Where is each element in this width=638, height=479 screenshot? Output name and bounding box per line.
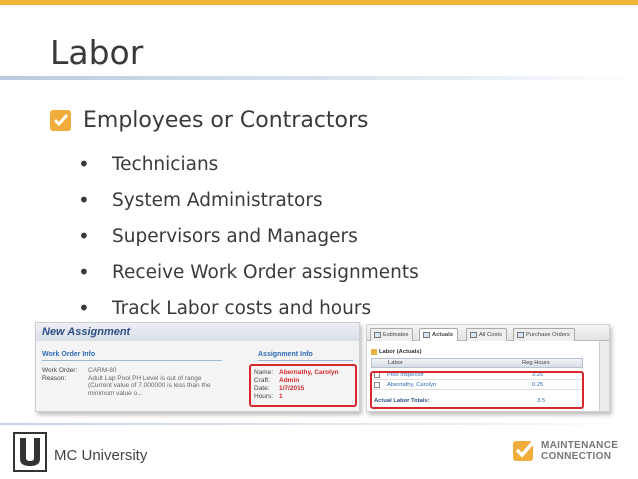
list-item-text: Track Labor costs and hours xyxy=(112,297,372,319)
tab-label: All Costs xyxy=(479,332,502,338)
sub-bullet-list xyxy=(78,146,419,326)
section-divider xyxy=(42,360,222,361)
hours-value: 1 xyxy=(279,393,283,400)
assignment-info-heading: Assignment Info xyxy=(258,351,313,358)
bullet-icon: • xyxy=(78,224,90,248)
checkbox-icon xyxy=(50,110,71,131)
tab-label: Estimates xyxy=(383,332,409,338)
name-value: Abernathy, Carolyn xyxy=(279,369,339,376)
tab-label: Actuals xyxy=(432,332,453,338)
list-item xyxy=(78,290,419,326)
total-value: 3.5 xyxy=(537,398,546,404)
tab-all-costs[interactable] xyxy=(466,328,507,341)
actuals-icon xyxy=(423,332,430,338)
highlight-box xyxy=(370,371,584,409)
brand-line-1: MAINTENANCE xyxy=(541,439,619,451)
check-logo-icon xyxy=(512,438,537,463)
bullet-icon: • xyxy=(78,296,90,320)
reason-value: Adult Lap Pool PH Level is out of range (Current value of 7.000000 is less than the minimum value o... xyxy=(88,375,211,397)
labor-name-link[interactable]: Abernathy, Carolyn xyxy=(387,382,437,388)
col-reg-hours-header[interactable]: Reg Hours xyxy=(522,360,550,366)
hours-label: Hours: xyxy=(254,393,274,400)
university-u-logo xyxy=(13,432,47,477)
scrollbar[interactable] xyxy=(599,341,609,412)
brand-text xyxy=(541,440,618,462)
tab-actuals[interactable] xyxy=(419,328,458,341)
list-item-text: Supervisors and Managers xyxy=(112,225,358,247)
main-bullet-text: Employees or Contractors xyxy=(83,108,369,133)
footer-divider xyxy=(0,423,638,425)
tab-content xyxy=(367,341,609,412)
list-item-text: Receive Work Order assignments xyxy=(112,261,419,283)
maintenance-connection-logo xyxy=(512,438,618,463)
reason-label: Reason: xyxy=(42,375,67,382)
section-divider xyxy=(258,360,353,361)
new-assignment-header xyxy=(36,323,359,341)
labor-section-title: Labor (Actuals) xyxy=(379,349,422,355)
work-order-label: Work Order: xyxy=(42,367,78,374)
bullet-icon: • xyxy=(78,260,90,284)
list-item xyxy=(78,218,419,254)
brand-line-2: CONNECTION xyxy=(541,450,612,462)
labor-icon xyxy=(371,349,377,355)
craft-value: Admin xyxy=(279,377,300,384)
estimates-icon xyxy=(374,332,381,338)
purchase-orders-icon xyxy=(517,332,524,338)
work-order-value: CARM-80 xyxy=(88,367,117,374)
new-assignment-title: New Assignment xyxy=(42,326,131,338)
labor-actuals-screenshot xyxy=(366,324,610,412)
footer-university-text: MC University xyxy=(54,447,148,464)
craft-label: Craft: xyxy=(254,377,270,384)
bullet-icon: • xyxy=(78,152,90,176)
main-bullet xyxy=(50,108,369,133)
new-assignment-screenshot xyxy=(35,322,360,412)
list-item xyxy=(78,146,419,182)
work-order-info-heading: Work Order Info xyxy=(42,351,96,358)
tab-estimates[interactable] xyxy=(370,328,413,341)
slide-title: Labor xyxy=(50,33,144,72)
highlight-box xyxy=(249,364,357,407)
tab-label: Purchase Orders xyxy=(526,332,570,338)
table-header xyxy=(371,358,583,368)
total-label: Actual Labor Totals: xyxy=(374,398,430,404)
labor-name-link[interactable]: Pool Inspector xyxy=(387,372,425,378)
list-item-text: Technicians xyxy=(112,153,219,175)
title-divider xyxy=(0,76,638,80)
date-label: Date: xyxy=(254,385,270,392)
all-costs-icon xyxy=(470,332,477,338)
reg-hours-value: 0.25 xyxy=(532,382,544,388)
tab-purchase-orders[interactable] xyxy=(513,328,575,341)
list-item xyxy=(78,254,419,290)
name-label: Name: xyxy=(254,369,274,376)
tab-bar xyxy=(367,325,609,341)
bullet-icon: • xyxy=(78,188,90,212)
list-item-text: System Administrators xyxy=(112,189,323,211)
list-item xyxy=(78,182,419,218)
top-accent-bar xyxy=(0,0,638,5)
col-labor-header[interactable]: Labor xyxy=(388,360,403,366)
date-value: 1/7/2015 xyxy=(279,385,305,392)
reg-hours-value: 3.25 xyxy=(532,372,544,378)
